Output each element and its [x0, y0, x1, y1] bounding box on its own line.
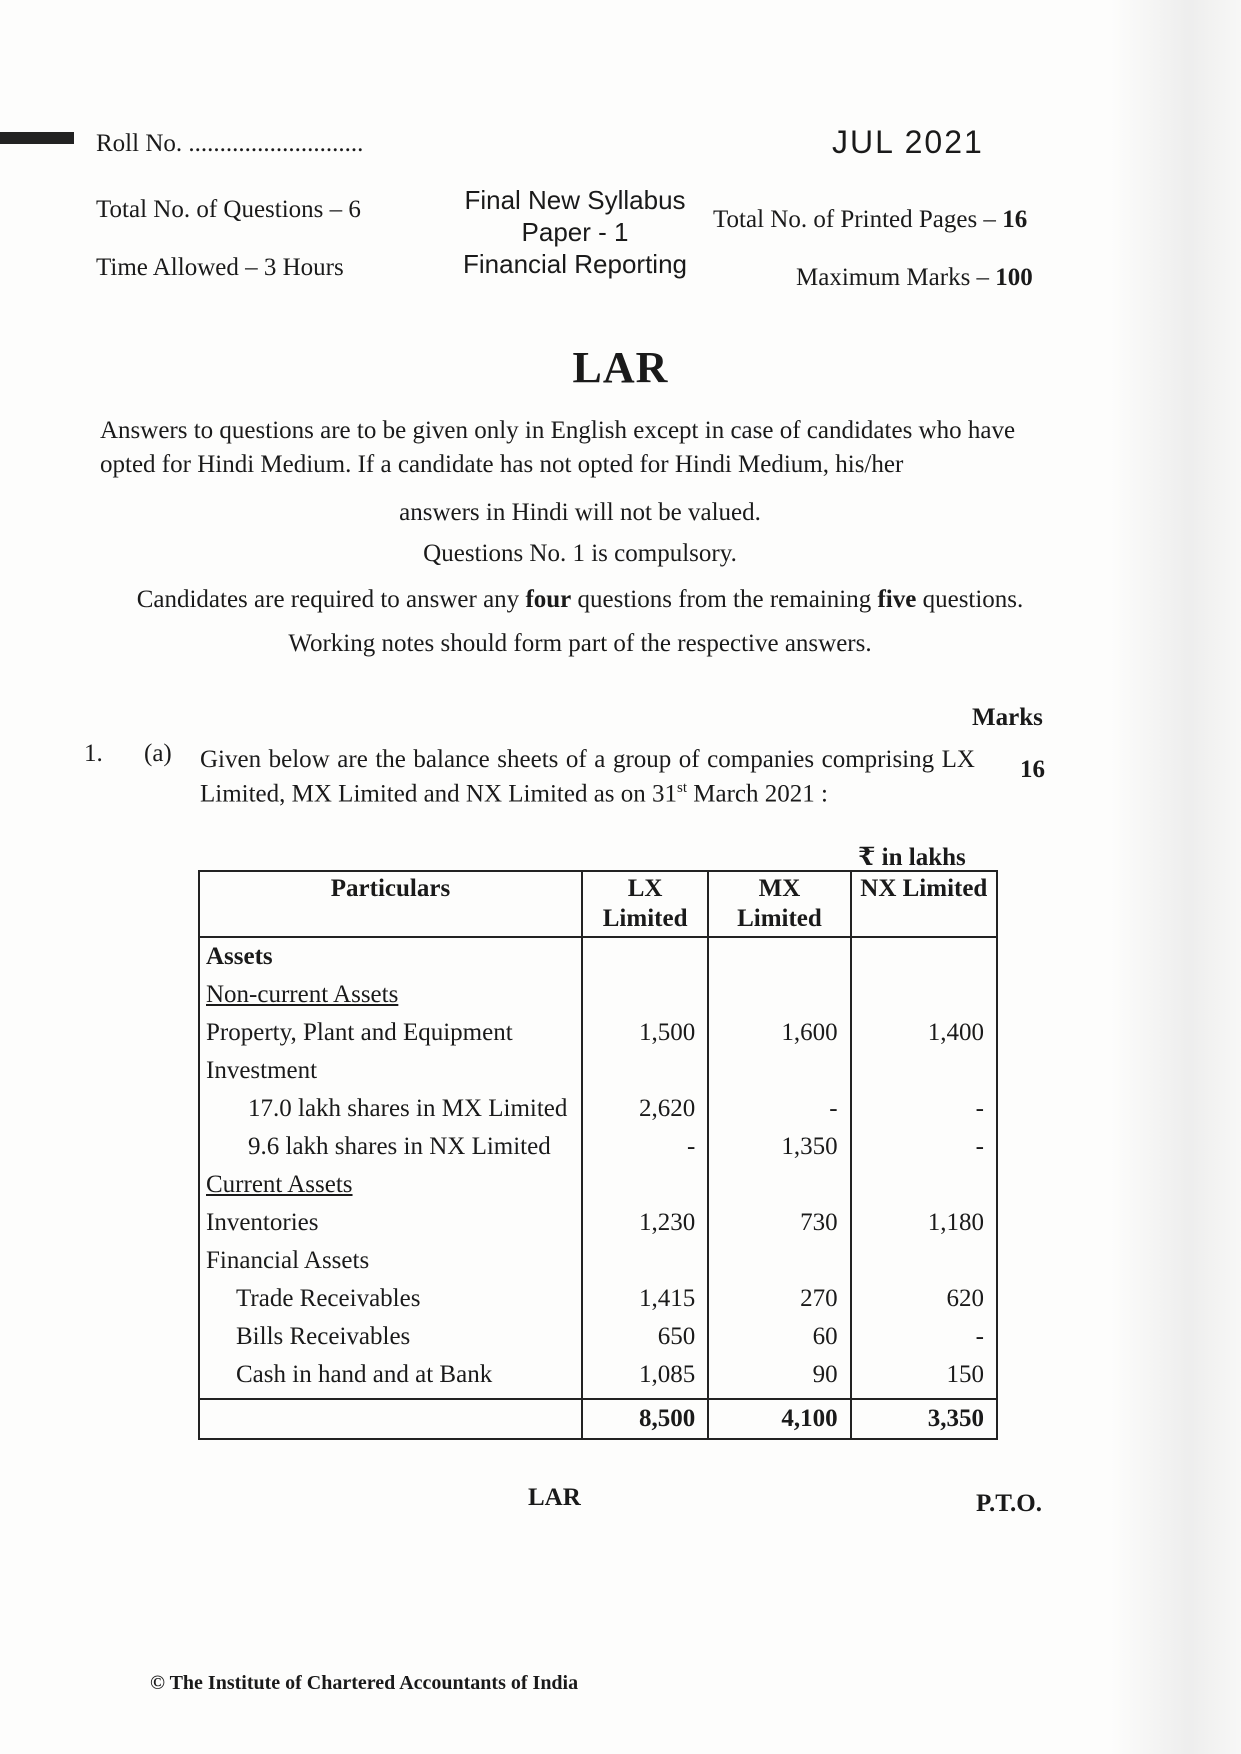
table-row — [199, 1242, 997, 1280]
instruction-choice-five: five — [877, 586, 917, 613]
table-row — [199, 1166, 997, 1204]
row-nx-value: - — [851, 1318, 997, 1356]
header-nx: NX Limited — [851, 871, 997, 937]
table-row — [199, 1128, 997, 1166]
row-label: Non-current Assets — [199, 976, 582, 1014]
footer-pto: P.T.O. — [976, 1490, 1042, 1517]
question-text-end: March 2021 : — [693, 780, 828, 808]
row-nx-value — [851, 1242, 997, 1280]
row-label: Bills Receivables — [199, 1318, 582, 1356]
row-mx-value — [708, 937, 850, 976]
row-nx-value — [851, 1052, 997, 1090]
row-lx-value: 2,620 — [582, 1090, 708, 1128]
header-mx: MX Limited — [708, 871, 850, 937]
table-row — [199, 1280, 997, 1318]
row-nx-value — [851, 937, 997, 976]
row-label: 17.0 lakh shares in MX Limited — [199, 1090, 582, 1128]
syllabus-block — [440, 184, 710, 280]
instruction-choice-post: questions. — [916, 586, 1024, 613]
printed-pages — [713, 206, 1027, 234]
row-nx-value: 150 — [851, 1356, 997, 1399]
table-row — [199, 937, 997, 976]
question-text-sup: st — [677, 780, 688, 796]
total-lx-value: 8,500 — [582, 1399, 708, 1439]
subject: Financial Reporting — [462, 249, 687, 279]
row-nx-value — [851, 1166, 997, 1204]
syllabus: Final New Syllabus — [464, 185, 686, 215]
row-lx-value: - — [582, 1128, 708, 1166]
row-label: Property, Plant and Equipment — [199, 1014, 582, 1052]
scan-mark — [0, 132, 74, 144]
row-label: Trade Receivables — [199, 1280, 582, 1318]
scan-shadow — [1111, 0, 1241, 1754]
instruction-choice-four: four — [525, 586, 572, 613]
row-lx-value — [582, 1242, 708, 1280]
question-text — [200, 746, 975, 808]
row-nx-value: 1,180 — [851, 1204, 997, 1242]
balance-sheet-table — [198, 870, 998, 1440]
printed-pages-label: Total No. of Printed Pages – — [713, 206, 996, 233]
maximum-marks — [796, 264, 1033, 292]
footer-code: LAR — [528, 1484, 581, 1511]
row-label: Financial Assets — [199, 1242, 582, 1280]
instruction-hindi: answers in Hindi will not be valued. — [399, 499, 761, 526]
instruction-language: Answers to questions are to be given only in English except in case of candidates who have opted for Hindi Medium. If a candidate has not opted for Hindi Medium, his/her — [100, 417, 1016, 478]
row-lx-value: 650 — [582, 1318, 708, 1356]
instruction-choice-mid: questions from the remaining — [571, 586, 878, 613]
row-lx-value: 1,500 — [582, 1014, 708, 1052]
table-row — [199, 1318, 997, 1356]
roll-number: Roll No. ............................ — [96, 130, 364, 157]
question-number: 1. — [84, 740, 103, 767]
header-particulars: Particulars — [199, 871, 582, 937]
row-lx-value: 1,085 — [582, 1356, 708, 1399]
table-header-row — [199, 871, 997, 937]
paper-number: Paper - 1 — [521, 217, 629, 247]
row-nx-value: - — [851, 1090, 997, 1128]
row-label: 9.6 lakh shares in NX Limited — [199, 1128, 582, 1166]
row-mx-value: 60 — [708, 1318, 850, 1356]
marks-heading: Marks — [972, 704, 1043, 731]
paper-code-title: LAR — [572, 343, 669, 392]
row-label: Investment — [199, 1052, 582, 1090]
row-mx-value: 1,350 — [708, 1128, 850, 1166]
printed-pages-value: 16 — [1002, 206, 1028, 233]
row-mx-value: 1,600 — [708, 1014, 850, 1052]
row-mx-value — [708, 1166, 850, 1204]
max-marks-value: 100 — [995, 264, 1033, 291]
unit-label: ₹ in lakhs — [858, 844, 966, 871]
table-row — [199, 1014, 997, 1052]
row-label: Assets — [199, 937, 582, 976]
row-mx-value: 270 — [708, 1280, 850, 1318]
table-row — [199, 1204, 997, 1242]
row-nx-value — [851, 976, 997, 1014]
question-text-main: Given below are the balance sheets of a group of companies comprising LX Limited, MX Limited and NX Limited as on 31 — [200, 746, 975, 808]
question-part: (a) — [144, 740, 172, 767]
row-nx-value: 620 — [851, 1280, 997, 1318]
row-mx-value — [708, 1052, 850, 1090]
row-mx-value — [708, 1242, 850, 1280]
total-nx-value: 3,350 — [851, 1399, 997, 1439]
row-nx-value: - — [851, 1128, 997, 1166]
instruction-choice-pre: Candidates are required to answer any — [136, 586, 526, 613]
row-lx-value — [582, 1166, 708, 1204]
row-mx-value: - — [708, 1090, 850, 1128]
instruction-choice — [80, 583, 1080, 617]
table-total-row — [199, 1399, 997, 1439]
instruction-compulsory: Questions No. 1 is compulsory. — [423, 540, 737, 567]
row-label: Current Assets — [199, 1166, 582, 1204]
row-lx-value — [582, 1052, 708, 1090]
total-mx-value: 4,100 — [708, 1399, 850, 1439]
row-label: Inventories — [199, 1204, 582, 1242]
question-marks: 16 — [1020, 756, 1045, 783]
table-row — [199, 976, 997, 1014]
header-lx: LX Limited — [582, 871, 708, 937]
max-marks-label: Maximum Marks – — [796, 264, 990, 291]
table-row — [199, 1052, 997, 1090]
total-questions: Total No. of Questions – 6 — [96, 196, 361, 223]
row-mx-value — [708, 976, 850, 1014]
row-nx-value: 1,400 — [851, 1014, 997, 1052]
row-lx-value: 1,230 — [582, 1204, 708, 1242]
row-lx-value — [582, 937, 708, 976]
total-label-cell — [199, 1399, 582, 1439]
copyright: © The Institute of Chartered Accountants of India — [150, 1672, 579, 1694]
time-allowed: Time Allowed – 3 Hours — [96, 254, 344, 281]
table-row — [199, 1090, 997, 1128]
table-row — [199, 1356, 997, 1399]
row-label: Cash in hand and at Bank — [199, 1356, 582, 1399]
instruction-working-notes: Working notes should form part of the respective answers. — [288, 630, 872, 657]
row-lx-value: 1,415 — [582, 1280, 708, 1318]
row-lx-value — [582, 976, 708, 1014]
row-mx-value: 730 — [708, 1204, 850, 1242]
row-mx-value: 90 — [708, 1356, 850, 1399]
date-stamp: JUL 2021 — [832, 124, 984, 160]
